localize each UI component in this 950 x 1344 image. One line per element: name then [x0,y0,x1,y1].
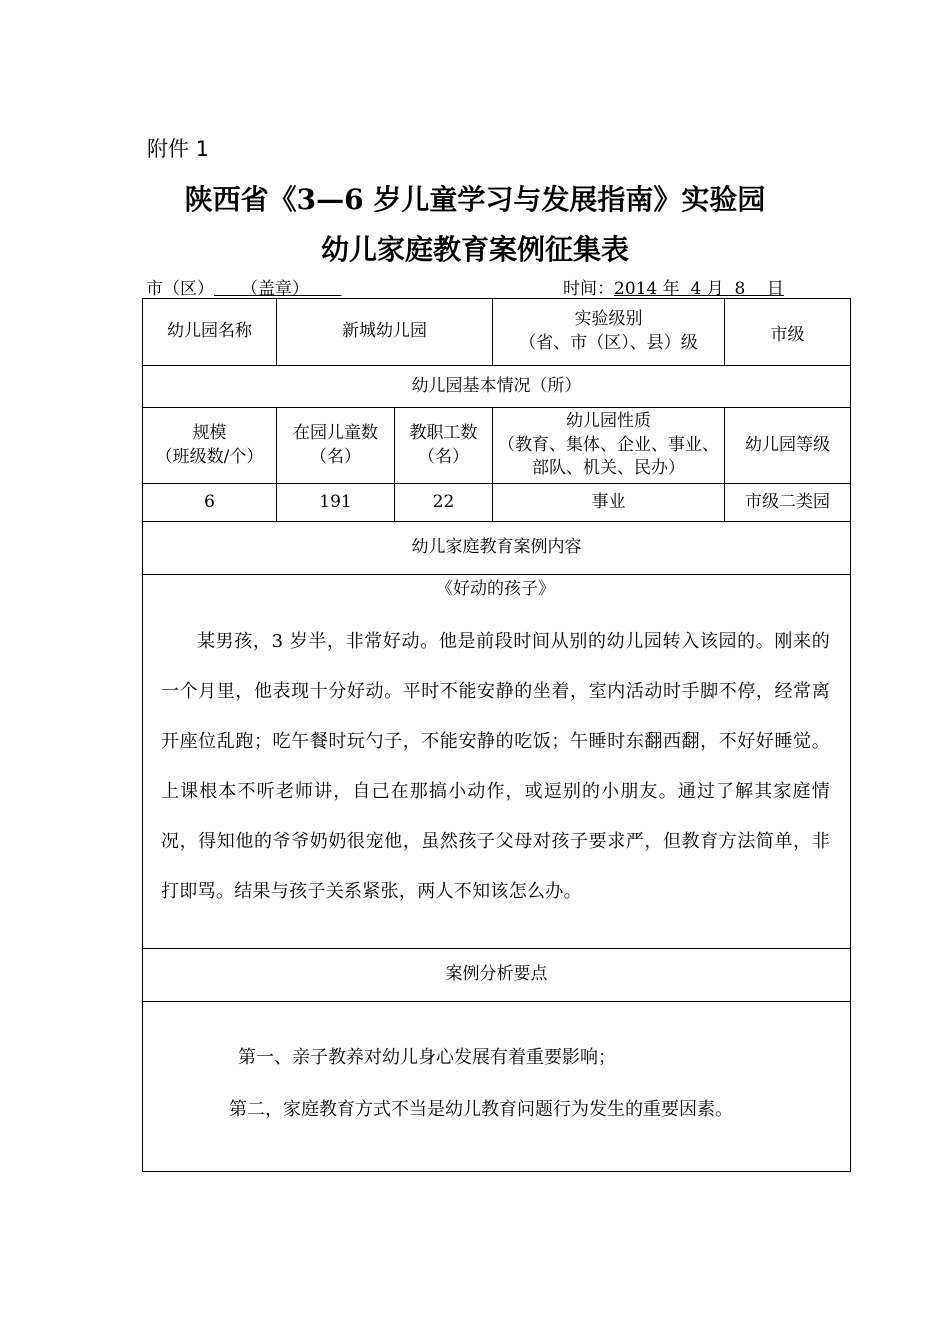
table-row [143,575,851,949]
table-row [143,484,851,522]
nature-header-line1: 幼儿园性质 [566,410,651,431]
experiment-level-label [493,299,725,366]
analysis-point: 第二，家庭教育方式不当是幼儿教育问题行为发生的重要因素。 [229,1099,733,1120]
kindergarten-name-label: 幼儿园名称 [143,299,277,366]
nature-header-line3: 部队、机关、民办） [532,458,685,479]
scale-header-line1: 规模 [192,422,227,443]
children-count-value: 191 [277,484,395,522]
city-value: （盖章） [214,279,342,299]
analysis-point: 第一、亲子教养对幼儿身心发展有着重要影响； [238,1047,616,1068]
scale-value: 6 [143,484,277,522]
nature-value: 事业 [493,484,725,522]
nature-header [493,408,725,484]
case-content-header: 幼儿家庭教育案例内容 [143,522,851,575]
grade-header: 幼儿园等级 [725,408,851,484]
children-count-header [277,408,395,484]
kindergarten-name-value: 新城幼儿园 [277,299,493,366]
collection-form-table [142,298,851,1172]
city-label: 市（区） [146,279,214,299]
scale-header-line2: （班级数/个） [155,446,264,467]
basic-info-header: 幼儿园基本情况（所） [143,366,851,408]
staff-count-value: 22 [395,484,493,522]
time-value: 2014 年 4 月 8 日 [614,279,784,299]
case-body: 某男孩，3 岁半，非常好动。他是前段时间从别的幼儿园转入该园的。刚来的一个月里，他表现十分好动。平时不能安静的坐着，室内活动时手脚不停，经常离开座位乱跑；吃午餐时玩勺子，不能安静的吃饭；午睡时东翻西翻，不好好睡觉。上课根本不听老师讲，自己在那搞小动作，或逗别的小朋友。通过了解其家庭情况，得知他的爷爷奶奶很宠他，虽然孩子父母对孩子要求严，但教育方法简单，非打即骂。结果与孩子关系紧张，两人不知该怎么办。 [161,631,830,902]
analysis-header: 案例分析要点 [143,949,851,1002]
experiment-level-label-line2: （省、市（区）、县）级 [519,333,698,353]
table-row [143,949,851,1002]
children-count-header-line1: 在园儿童数 [293,422,378,443]
table-row [143,1002,851,1172]
experiment-level-value: 市级 [725,299,851,366]
city-field [146,274,341,299]
table-row [143,299,851,366]
table-row [143,366,851,408]
title-line-1: 陕西省《3—6 岁儿童学习与发展指南》实验园 [184,183,766,216]
analysis-points-cell [143,1002,851,1172]
case-content-cell [143,575,851,949]
title-line-2: 幼儿家庭教育案例征集表 [320,233,629,266]
experiment-level-label-line1: 实验级别 [574,309,643,330]
children-count-header-line2: （名） [310,446,361,467]
table-row [143,522,851,575]
case-title: 《好动的孩子》 [436,579,555,599]
nature-header-line2: （教育、集体、企业、事业、 [498,434,719,455]
table-row [143,408,851,484]
scale-header [143,408,277,484]
grade-value: 市级二类园 [725,484,851,522]
time-label: 时间： [563,279,614,299]
attachment-label: 附件 1 [147,137,210,161]
staff-count-header [395,408,493,484]
staff-count-header-line1: 教职工数 [409,422,478,443]
staff-count-header-line2: （名） [418,446,469,467]
time-field [563,274,784,299]
